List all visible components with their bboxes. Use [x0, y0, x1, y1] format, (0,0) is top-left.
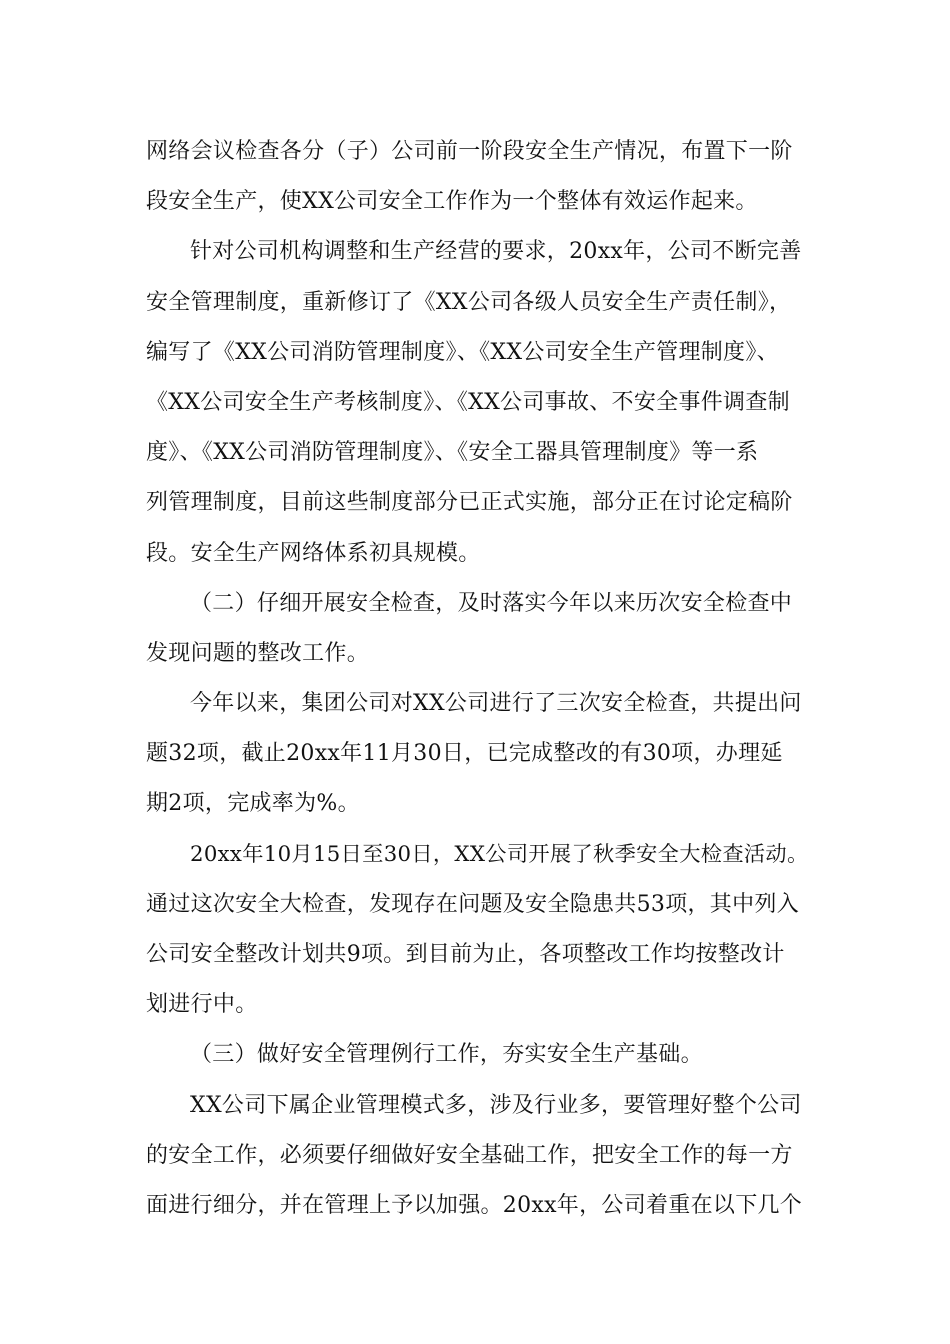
text-line: 《XX公司安全生产考核制度》、《XX公司事故、不安全事件调查制 — [146, 389, 790, 415]
text-line: 公司安全整改计划共9项。到目前为止，各项整改工作均按整改计 — [146, 942, 785, 967]
text-line: 度》、《XX公司消防管理制度》、《安全工器具管理制度》等一系 — [146, 440, 759, 466]
text-line: 20xx年10月15日至30日，XX公司开展了秋季安全大检查活动。 — [190, 841, 809, 867]
text-line: 面进行细分，并在管理上予以加强。20xx年，公司着重在以下几个 — [146, 1192, 803, 1218]
text-line: （二）仔细开展安全检查，及时落实今年以来历次安全检查中 — [190, 590, 793, 616]
text-line: 今年以来，集团公司对XX公司进行了三次安全检查，共提出问 — [190, 691, 802, 717]
text-line: 划进行中。 — [146, 992, 258, 1018]
text-line: XX公司下属企业管理模式多，涉及行业多，要管理好整个公司 — [190, 1092, 802, 1118]
text-line: 的安全工作，必须要仔细做好安全基础工作，把安全工作的每一方 — [146, 1142, 793, 1168]
text-line: 发现问题的整改工作。 — [146, 640, 370, 666]
text-line: 安全管理制度，重新修订了《XX公司各级人员安全生产责任制》， — [146, 289, 792, 315]
text-line: 通过这次安全大检查，发现存在问题及安全隐患共53项，其中列入 — [146, 891, 799, 917]
text-line: 期2项，完成率为%。 — [146, 791, 360, 817]
document-body — [146, 127, 811, 1231]
text-line: 段安全生产，使XX公司安全工作作为一个整体有效运作起来。 — [146, 189, 758, 215]
text-line: （三）做好安全管理例行工作，夯实安全生产基础。 — [190, 1042, 703, 1068]
text-line: 题32项，截止20xx年11月30日，已完成整改的有30项，办理延 — [146, 741, 783, 767]
text-line: 网络会议检查各分（子）公司前一阶段安全生产情况，布置下一阶 — [146, 139, 793, 164]
text-line: 段。安全生产网络体系初具规模。 — [146, 540, 481, 566]
text-line: 列管理制度，目前这些制度部分已正式实施，部分正在讨论定稿阶 — [146, 490, 793, 516]
text-line: 针对公司机构调整和生产经营的要求，20xx年，公司不断完善 — [190, 239, 802, 265]
text-line: 编写了《XX公司消防管理制度》、《XX公司安全生产管理制度》、 — [146, 339, 779, 365]
